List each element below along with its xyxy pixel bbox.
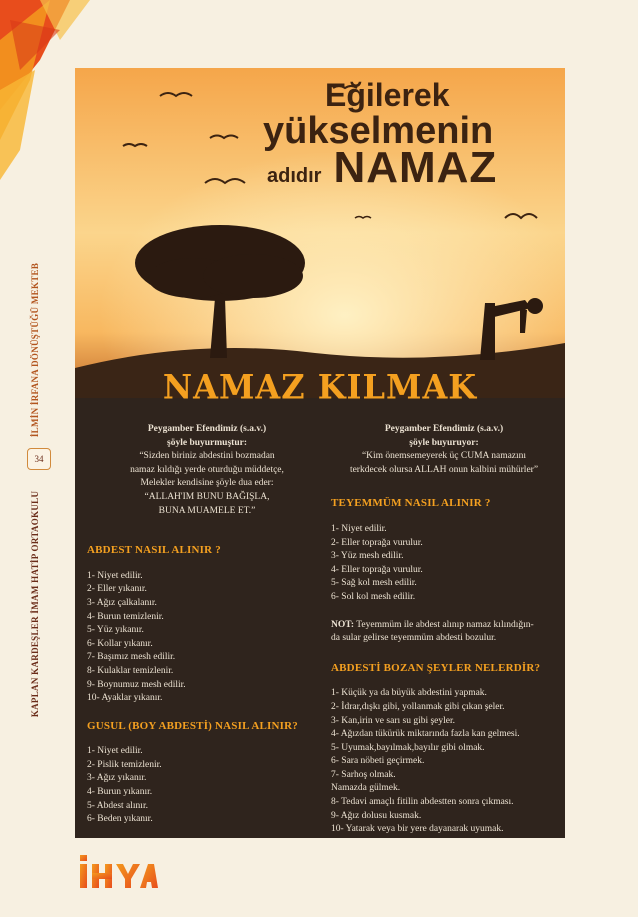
list-item: 6- Kollar yıkanır. <box>87 638 153 649</box>
list-item: 6- Sara nöbeti geçirmek. <box>331 756 425 767</box>
hadith-right-line3: “Kim önemsemeyerek üç CUMA namazını <box>361 451 527 462</box>
spine-title <box>20 262 50 718</box>
hadith-right-line2: şöyle buyuruyor: <box>409 437 479 448</box>
hadith-left-line5: Melekler kendisine şöyle dua eder: <box>140 478 274 489</box>
list-item: 5- Yüz yıkanır. <box>87 625 144 636</box>
poster-title: NAMAZ KILMAK <box>162 367 478 407</box>
teyemmum-heading: TEYEMMÜM NASIL ALINIR ? <box>331 497 491 510</box>
list-item: 4- Ağızdan tükürük miktarında fazla kan gelmesi. <box>331 729 520 740</box>
teyemmum-list <box>331 523 557 605</box>
list-item: 4- Eller toprağa vurulur. <box>331 564 423 575</box>
abdest-list <box>87 570 327 706</box>
headline-line2: yükselmenin <box>263 110 494 152</box>
list-item: 2- Eller yıkanır. <box>87 584 147 595</box>
teyemmum-note <box>331 619 557 646</box>
list-item: 9- Boynumuz mesh edilir. <box>87 679 186 690</box>
hadith-left-line4: namaz kıldığı yerde oturduğu müddetçe, <box>130 464 284 475</box>
abdest-heading: ABDEST NASIL ALINIR ? <box>87 544 221 557</box>
list-item: 10- Ayaklar yıkanır. <box>87 693 163 704</box>
headline-line3: adıdır <box>267 165 322 187</box>
list-item: 6- Sol kol mesh edilir. <box>331 591 416 602</box>
page-number: 34 <box>27 448 51 470</box>
note-text1: Teyemmüm ile abdest alınıp namaz kılındığın- <box>354 619 534 630</box>
list-item: 1- Niyet edilir. <box>87 570 143 581</box>
list-item: 2- Eller toprağa vurulur. <box>331 537 423 548</box>
list-item: 6- Beden yıkanır. <box>87 814 153 825</box>
note-label: NOT: <box>331 619 355 630</box>
list-item: 5- Sağ kol mesh edilir. <box>331 578 417 589</box>
list-item: 1- Niyet edilir. <box>87 746 143 757</box>
list-item: 7- Sarhoş olmak. <box>331 769 396 780</box>
list-item: 5- Uyumak,bayılmak,bayılır gibi olmak. <box>331 742 485 753</box>
list-item: 4- Burun yıkanır. <box>87 787 153 798</box>
list-item: 10- Yatarak veya bir yere dayanarak uyumak. <box>331 824 504 835</box>
list-item: 1- Küçük ya da büyük abdestini yapmak. <box>331 688 487 699</box>
list-item: 5- Abdest alınır. <box>87 800 148 811</box>
ihya-logo <box>78 852 158 892</box>
list-item: 3- Ağız çalkalanır. <box>87 597 157 608</box>
list-item: 3- Kan,irin ve sarı su gibi şeyler. <box>331 715 456 726</box>
poster-headline <box>263 77 537 194</box>
hadith-left-line6: “ALLAH'IM BUNU BAĞIŞLA, <box>144 491 270 502</box>
list-item: 8- Tedavi amaçlı fitilin abdestten sonra çıkması. <box>331 797 514 808</box>
note-text2: da sular gelirse teyemmüm abdesti bozulur. <box>331 633 497 644</box>
list-item: 3- Ağız yıkanır. <box>87 773 147 784</box>
headline-line4: NAMAZ <box>333 143 498 192</box>
right-column <box>331 423 557 837</box>
hadith-left-line1: Peygamber Efendimiz (s.a.v.) <box>147 424 267 434</box>
bozan-heading: ABDESTİ BOZAN ŞEYLER NELERDİR? <box>331 661 541 674</box>
list-item: 8- Kulaklar temizlenir. <box>87 665 174 676</box>
hadith-left <box>87 423 327 518</box>
gusul-list <box>87 745 327 827</box>
list-item: 2- İdrar,dışkı gibi, yollanmak gibi çıkan şeler. <box>331 701 505 712</box>
list-item: Namazda gülmek. <box>331 783 401 794</box>
school-motto: İLMİN İRFANA DÖNÜŞTÜĞÜ MEKTEB <box>30 262 40 438</box>
list-item: 7- Başımız mesh edilir. <box>87 652 176 663</box>
hadith-right-line1: Peygamber Efendimiz (s.a.v.) <box>384 424 504 434</box>
namaz-poster <box>75 68 565 838</box>
list-item: 1- Niyet edilir. <box>331 523 387 534</box>
hadith-left-line3: “Sizden biriniz abdestini bozmadan <box>139 451 275 462</box>
hadith-right-line4: terkdecek olursa ALLAH onun kalbini mühürler” <box>349 464 539 475</box>
left-column <box>87 423 327 827</box>
school-name: KAPLAN KARDEŞLER İMAM HATİP ORTAOKULU <box>30 490 40 718</box>
hadith-right <box>331 423 557 477</box>
list-item: 9- Ağız dolusu kusmak. <box>331 810 422 821</box>
headline-line1: Eğilerek <box>325 77 450 113</box>
list-item: 3- Yüz mesh edilir. <box>331 551 404 562</box>
hadith-left-line2: şöyle buyurmuştur: <box>167 437 247 448</box>
list-item: 2- Pislik temizlenir. <box>87 759 162 770</box>
hadith-left-line7: BUNA MUAMELE ET.” <box>158 505 256 516</box>
list-item: 4- Burun temizlenir. <box>87 611 164 622</box>
gusul-heading: GUSUL (BOY ABDESTİ) NASIL ALINIR? <box>87 719 298 732</box>
bozan-list <box>331 687 557 837</box>
